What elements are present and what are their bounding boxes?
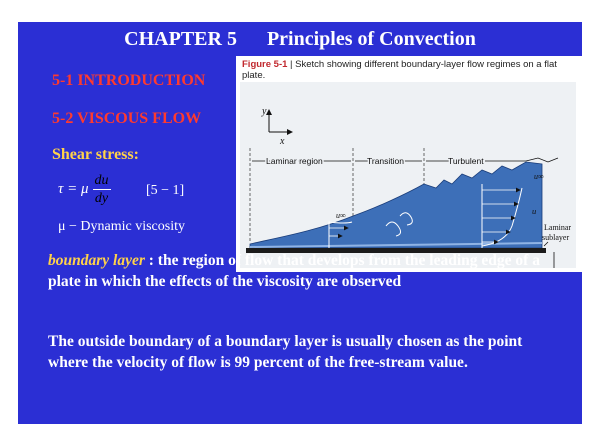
chapter-title: Principles of Convection (266, 28, 476, 50)
chapter-number: CHAPTER 5 (124, 28, 237, 50)
turbulent-u-inf-label: u∞ (534, 172, 544, 181)
figure-label: Figure 5-1 (242, 59, 288, 70)
boundary-layer-definition (48, 250, 548, 292)
section-introduction: 5-1 INTRODUCTION (52, 72, 206, 89)
u-label: u (532, 206, 537, 216)
turbulent-label: Turbulent (448, 156, 484, 166)
outside-boundary-paragraph: The outside boundary of a boundary layer is usually chosen as the point where the velocity of flow is 99 percent of the free-stream value. (48, 333, 523, 371)
slide-title (18, 28, 582, 51)
viscosity-definition: μ − Dynamic viscosity (58, 219, 185, 234)
equation-number: [5 − 1] (146, 183, 185, 198)
equation-fraction (93, 172, 111, 207)
equation-denominator: dy (94, 191, 109, 206)
equation-lhs: τ = μ (58, 181, 89, 198)
slide (18, 22, 582, 424)
equation-numerator: du (94, 173, 109, 188)
boundary-layer-figure (236, 56, 582, 272)
shear-stress-label: Shear stress: (52, 146, 139, 163)
boundary-layer-definition-text: : the region of flow that develops from the leading edge of a plate in which the effects of the viscosity are observed (48, 252, 540, 290)
boundary-layer-term: boundary layer (48, 252, 145, 269)
laminar-sublayer-label-1: Laminar (544, 223, 572, 232)
laminar-region-label: Laminar region (266, 156, 323, 166)
transition-label: Transition (367, 156, 405, 166)
shear-equation (58, 172, 111, 207)
laminar-sublayer-label-2: sublayer (542, 233, 570, 242)
figure-caption-text: | Sketch showing different boundary-layer flow regimes on a flat plate. (242, 59, 557, 81)
section-viscous-flow: 5-2 VISCOUS FLOW (52, 110, 202, 127)
laminar-u-inf-label: u∞ (336, 211, 346, 220)
y-axis-label: y (262, 106, 267, 117)
x-axis-label: x (280, 136, 285, 147)
boundary-layer-diagram (236, 56, 582, 272)
